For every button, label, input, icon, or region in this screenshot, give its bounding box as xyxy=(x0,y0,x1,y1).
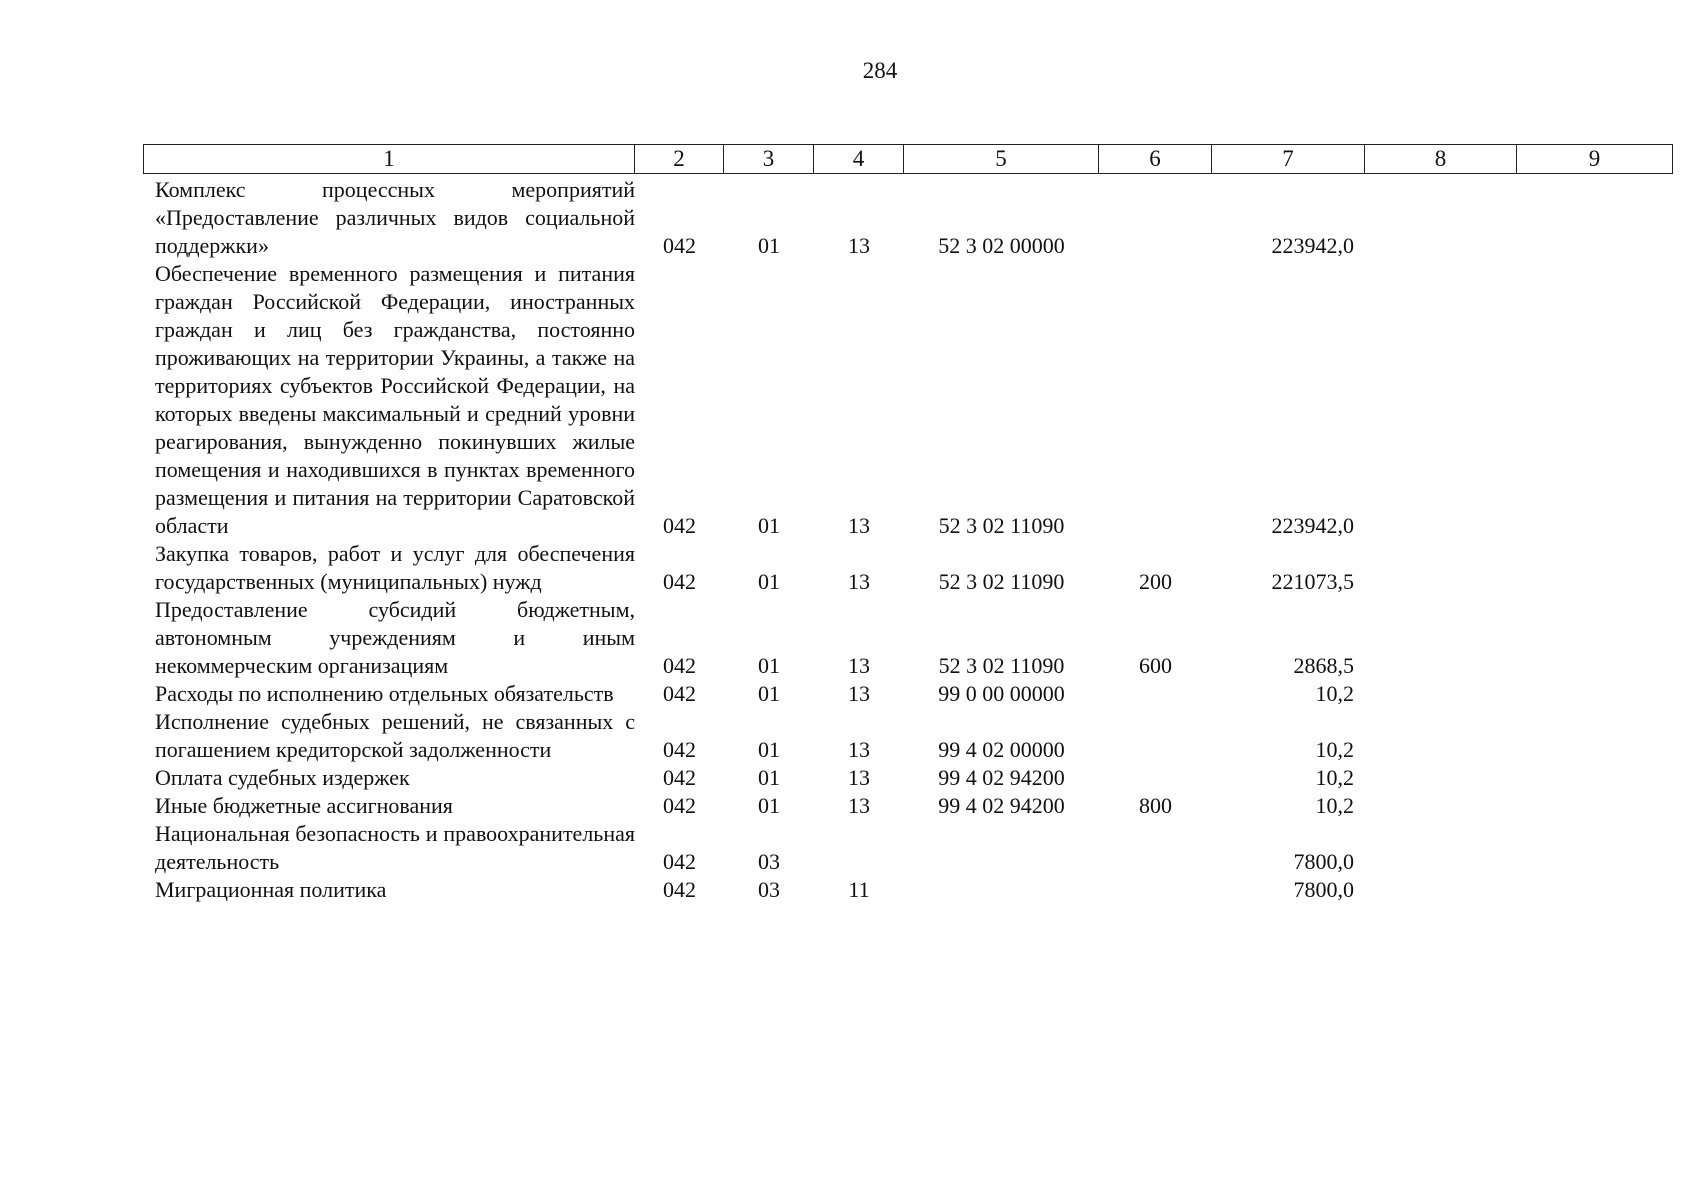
row-code-4: 13 xyxy=(848,653,870,678)
row-code-2: 042 xyxy=(663,681,696,706)
row-code-4: 13 xyxy=(848,569,870,594)
column-header-2: 2 xyxy=(635,145,724,174)
row-code-3: 01 xyxy=(758,653,780,678)
row-name: Обеспечение временного размещения и питания граждан Российской Федерации, иностранных граждан и лиц без гражданства, постоянно проживающих на территории Украины, а также на территориях субъектов Российской Федерации, на которых введены максимальный и средний уровни реагирования, вынужденно покинувших жилые помещения и находившихся в пунктах временного размещения и питания на территории Саратовской области xyxy=(155,261,635,538)
row-code-3: 03 xyxy=(758,849,780,874)
column-header-row xyxy=(143,144,1673,174)
row-code-4: 13 xyxy=(848,793,870,818)
column-header-3: 3 xyxy=(724,145,814,174)
row-name: Иные бюджетные ассигнования xyxy=(155,793,453,818)
table-row xyxy=(143,596,1673,680)
row-code-3: 03 xyxy=(758,877,780,902)
row-code-2: 042 xyxy=(663,765,696,790)
column-header-9: 9 xyxy=(1517,145,1673,174)
row-code-5: 52 3 02 11090 xyxy=(938,513,1065,538)
column-header-1: 1 xyxy=(144,145,635,174)
row-amount: 10,2 xyxy=(1315,681,1354,706)
row-code-5: 52 3 02 11090 xyxy=(938,569,1065,594)
row-code-4: 13 xyxy=(848,765,870,790)
row-code-4: 11 xyxy=(848,877,870,902)
row-code-5: 99 4 02 00000 xyxy=(938,737,1065,762)
row-name: Комплекс процессных мероприятий «Предоставление различных видов социальной поддержки» xyxy=(155,177,635,258)
row-code-5: 52 3 02 00000 xyxy=(938,233,1065,258)
row-code-5: 99 4 02 94200 xyxy=(938,765,1065,790)
row-code-5: 99 0 00 00000 xyxy=(938,681,1065,706)
row-code-2: 042 xyxy=(663,849,696,874)
row-amount: 10,2 xyxy=(1315,793,1354,818)
row-code-3: 01 xyxy=(758,681,780,706)
row-amount: 10,2 xyxy=(1315,737,1354,762)
row-code-4: 13 xyxy=(848,233,870,258)
row-name: Оплата судебных издержек xyxy=(155,765,410,790)
row-code-3: 01 xyxy=(758,233,780,258)
table-row xyxy=(143,708,1673,764)
row-amount: 223942,0 xyxy=(1271,233,1354,258)
row-name: Национальная безопасность и правоохранительная деятельность xyxy=(155,821,635,874)
row-code-4: 13 xyxy=(848,513,870,538)
row-code-3: 01 xyxy=(758,569,780,594)
column-header-5: 5 xyxy=(904,145,1099,174)
table-row xyxy=(143,764,1673,792)
row-code-6: 800 xyxy=(1139,793,1172,818)
row-name: Закупка товаров, работ и услуг для обеспечения государственных (муниципальных) нужд xyxy=(155,541,635,594)
row-code-6: 200 xyxy=(1139,569,1172,594)
row-code-3: 01 xyxy=(758,513,780,538)
row-code-2: 042 xyxy=(663,793,696,818)
row-amount: 10,2 xyxy=(1315,765,1354,790)
column-header-4: 4 xyxy=(814,145,904,174)
row-code-2: 042 xyxy=(663,233,696,258)
row-code-4: 13 xyxy=(848,737,870,762)
table-row xyxy=(143,876,1673,904)
table-row xyxy=(143,176,1673,260)
row-code-3: 01 xyxy=(758,793,780,818)
row-name: Предоставление субсидий бюджетным, автономным учреждениям и иным некоммерческим организациям xyxy=(155,597,635,678)
row-code-4: 13 xyxy=(848,681,870,706)
row-amount: 223942,0 xyxy=(1271,513,1354,538)
table-row xyxy=(143,680,1673,708)
row-amount: 7800,0 xyxy=(1293,877,1354,902)
budget-table-body xyxy=(143,176,1673,904)
row-amount: 2868,5 xyxy=(1293,653,1354,678)
column-header-7: 7 xyxy=(1212,145,1365,174)
row-code-2: 042 xyxy=(663,737,696,762)
row-amount: 7800,0 xyxy=(1293,849,1354,874)
table-row xyxy=(143,792,1673,820)
row-name: Миграционная политика xyxy=(155,877,387,902)
row-name: Расходы по исполнению отдельных обязательств xyxy=(155,681,614,706)
row-code-5: 99 4 02 94200 xyxy=(938,793,1065,818)
row-code-3: 01 xyxy=(758,765,780,790)
table-row xyxy=(143,820,1673,876)
table-row xyxy=(143,540,1673,596)
row-code-2: 042 xyxy=(663,569,696,594)
row-code-2: 042 xyxy=(663,513,696,538)
row-code-2: 042 xyxy=(663,877,696,902)
column-header-6: 6 xyxy=(1099,145,1212,174)
row-code-2: 042 xyxy=(663,653,696,678)
row-code-6: 600 xyxy=(1139,653,1172,678)
row-code-5: 52 3 02 11090 xyxy=(938,653,1065,678)
column-header-8: 8 xyxy=(1365,145,1517,174)
row-name: Исполнение судебных решений, не связанных с погашением кредиторской задолженности xyxy=(155,709,635,762)
row-code-3: 01 xyxy=(758,737,780,762)
row-amount: 221073,5 xyxy=(1271,569,1354,594)
page-number: 284 xyxy=(862,58,898,83)
table-row xyxy=(143,260,1673,540)
